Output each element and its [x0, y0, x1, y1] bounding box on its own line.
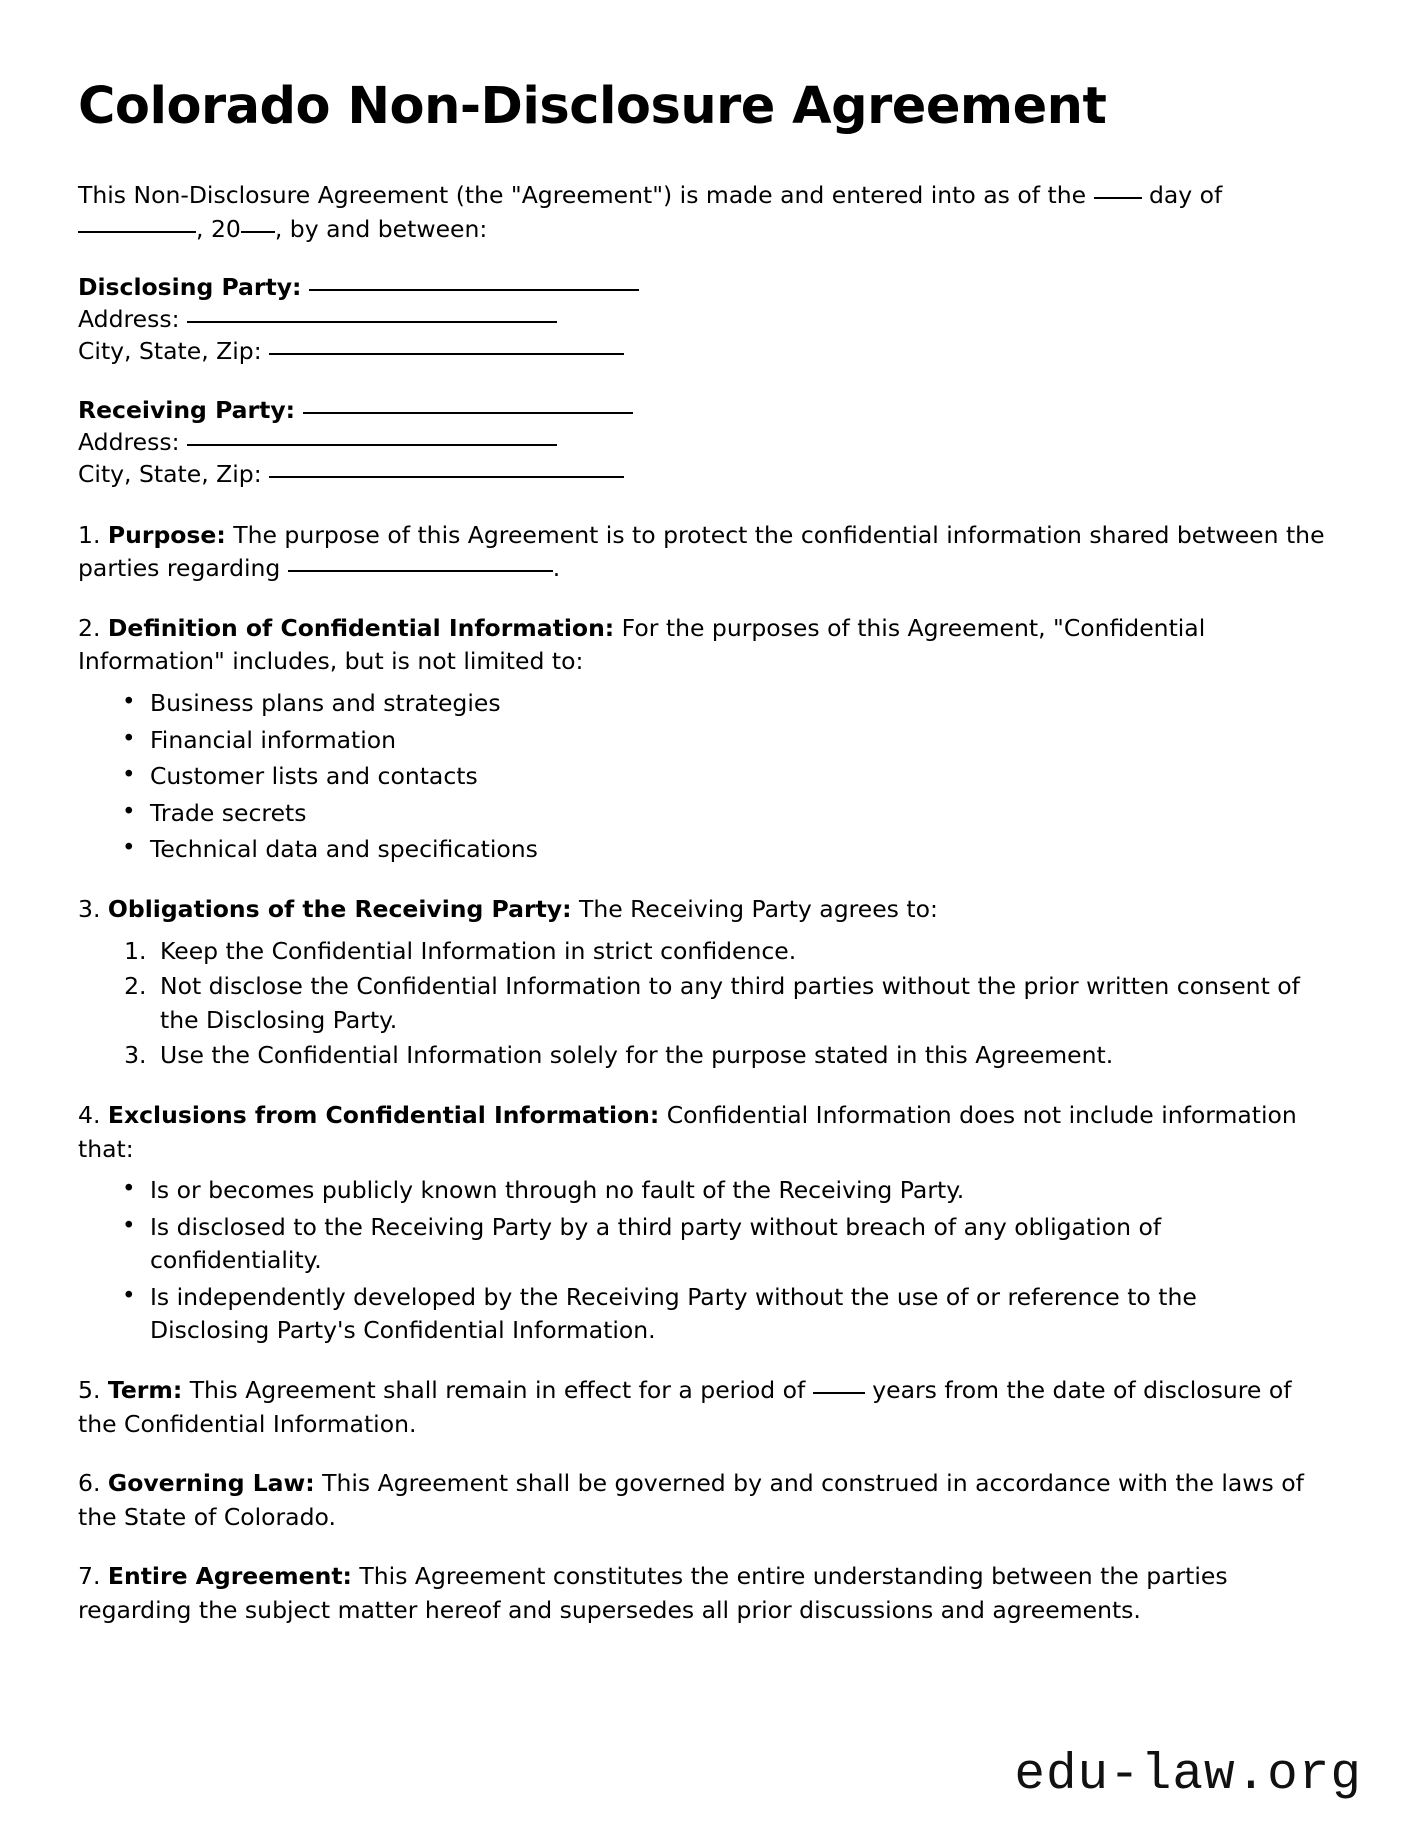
section-1-number: 1.: [78, 520, 101, 549]
receiving-party-label: Receiving Party:: [78, 396, 296, 425]
section-3-numbered-list: [78, 935, 1330, 1073]
blank-disclosing-party-name: [309, 289, 639, 291]
section-1-purpose: [78, 519, 1330, 586]
intro-text-part2: day of: [1141, 181, 1223, 210]
receiving-party-city-label: City, State, Zip:: [78, 459, 262, 488]
blank-month: [78, 231, 196, 233]
list-item: • Is disclosed to the Receiving Party by a third party without breach of any obligation of confidentiality.: [150, 1211, 1318, 1278]
section-4-number: 4.: [78, 1100, 101, 1129]
section-7-body: This Agreement constitutes the entire understanding between the parties regarding the subject matter hereof and supersedes all prior discussions and agreements.: [78, 1562, 1228, 1625]
section-7-heading: Entire Agreement:: [107, 1562, 352, 1591]
list-item: • Trade secrets: [150, 797, 1318, 831]
intro-text-part3: , 20: [196, 214, 241, 243]
spacer: [78, 927, 1330, 935]
blank-disclosing-party-address: [187, 321, 557, 323]
blank-receiving-party-address: [187, 444, 557, 446]
section-5-body-before: This Agreement shall remain in effect for a period of: [182, 1376, 813, 1405]
section-6-body: This Agreement shall be governed by and construed in accordance with the laws of the State of Colorado.: [78, 1469, 1304, 1531]
blank-receiving-party-city: [269, 476, 624, 478]
blank-purpose-subject: [288, 570, 553, 572]
section-2-definition: [78, 612, 1330, 679]
section-5-heading: Term:: [107, 1376, 183, 1405]
blank-date-day-ordinal: [1094, 197, 1142, 199]
section-2-heading: Definition of Confidential Information:: [107, 613, 615, 642]
section-6-governing-law: [78, 1467, 1330, 1534]
section-2-body: For the purposes of this Agreement, "Confidential Information" includes, but is not limited to:: [78, 613, 1206, 676]
list-item: • Technical data and specifications: [150, 833, 1318, 867]
section-4-exclusions: [78, 1099, 1330, 1166]
section-1-heading: Purpose:: [107, 520, 226, 549]
intro-paragraph: [78, 179, 1330, 246]
section-4-bullet-list: [78, 1174, 1318, 1348]
section-1-body-after: .: [552, 554, 561, 583]
list-item: • Is independently developed by the Receiving Party without the use of or reference to the Disclosing Party's Confidential Information.: [150, 1281, 1318, 1348]
intro-text-part1: This Non-Disclosure Agreement (the "Agreement") is made and entered into as of the: [78, 181, 1094, 210]
disclosing-party-block: [78, 272, 1330, 367]
list-item: • Is or becomes publicly known through no fault of the Receiving Party.: [150, 1174, 1318, 1208]
section-6-number: 6.: [78, 1469, 101, 1498]
list-item: 1. Keep the Confidential Information in strict confidence.: [154, 935, 1330, 969]
disclosing-party-address-row: [78, 304, 1330, 336]
section-3-obligations: [78, 893, 1330, 927]
section-5-body-after: years from the date of disclosure of the Confidential Information.: [78, 1376, 1292, 1438]
section-3-heading: Obligations of the Receiving Party:: [107, 894, 572, 923]
section-4-heading: Exclusions from Confidential Information:: [107, 1100, 660, 1129]
disclosing-party-address-label: Address:: [78, 305, 180, 334]
list-item: 3. Use the Confidential Information solely for the purpose stated in this Agreement.: [154, 1039, 1330, 1073]
disclosing-party-city-row: [78, 336, 1330, 368]
list-item: • Customer lists and contacts: [150, 760, 1318, 794]
section-5-term: [78, 1374, 1330, 1441]
page-title: Colorado Non-Disclosure Agreement: [78, 77, 1107, 136]
disclosing-party-name-row: [78, 272, 1330, 304]
list-item: • Business plans and strategies: [150, 687, 1318, 721]
receiving-party-city-row: [78, 459, 1330, 491]
site-watermark: edu-law.org: [1014, 1747, 1362, 1804]
intro-text-part4: , by and between:: [274, 214, 488, 243]
section-3-number: 3.: [78, 894, 101, 923]
list-item: 2. Not disclose the Confidential Information to any third parties without the prior written consent of the Disclosing Party.: [154, 970, 1330, 1037]
list-item: • Financial information: [150, 724, 1318, 758]
blank-term-years: [813, 1392, 865, 1394]
section-6-heading: Governing Law:: [107, 1469, 315, 1498]
section-7-number: 7.: [78, 1562, 101, 1591]
spacer: [78, 1166, 1330, 1174]
section-2-number: 2.: [78, 613, 101, 642]
section-2-bullet-list: [78, 687, 1318, 867]
section-3-body: The Receiving Party agrees to:: [571, 894, 938, 923]
section-5-number: 5.: [78, 1376, 101, 1405]
receiving-party-name-row: [78, 395, 1330, 427]
spacer: [78, 679, 1330, 687]
section-7-entire-agreement: [78, 1560, 1330, 1627]
receiving-party-block: [78, 395, 1330, 490]
disclosing-party-city-label: City, State, Zip:: [78, 336, 262, 365]
blank-receiving-party-name: [303, 412, 633, 414]
disclosing-party-label: Disclosing Party:: [78, 273, 302, 302]
blank-disclosing-party-city: [269, 353, 624, 355]
blank-year: [241, 231, 275, 233]
receiving-party-address-row: [78, 427, 1330, 459]
section-4-body: Confidential Information does not include information that:: [78, 1100, 1297, 1163]
receiving-party-address-label: Address:: [78, 428, 180, 457]
section-1-body-before: The purpose of this Agreement is to protect the confidential information shared between the parties regarding: [78, 520, 1325, 583]
